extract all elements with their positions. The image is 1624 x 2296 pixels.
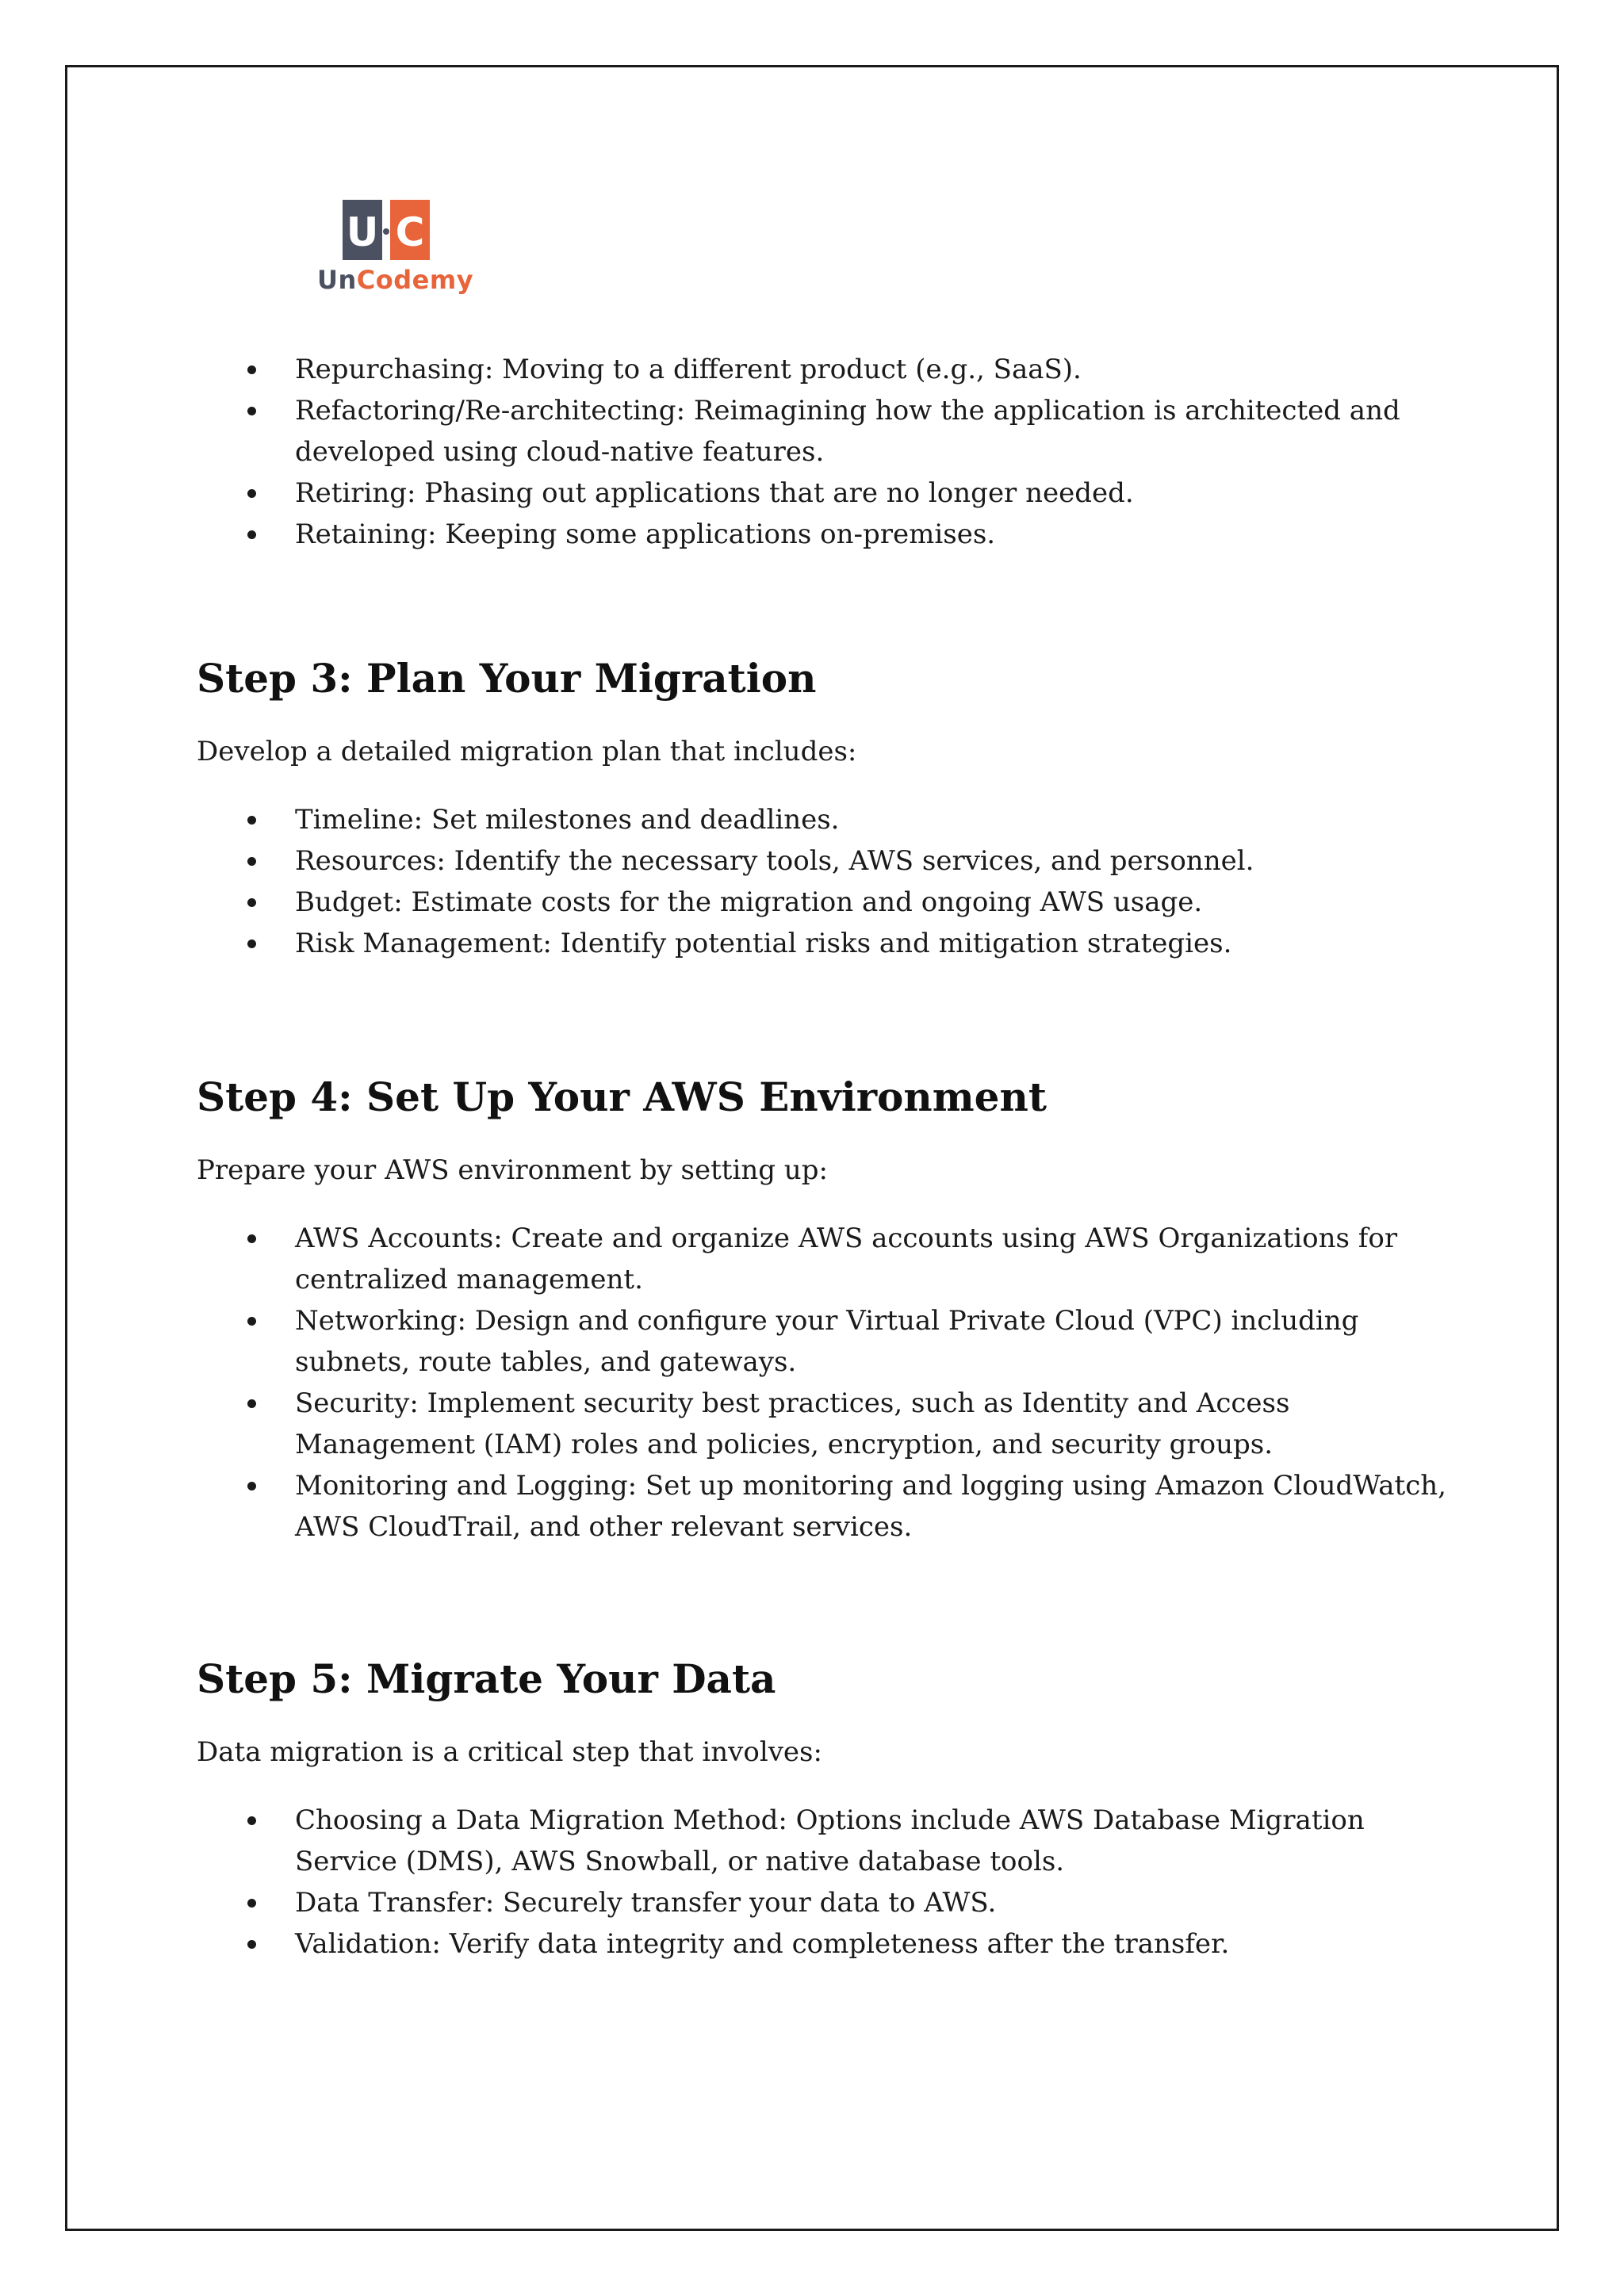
list-item: Timeline: Set milestones and deadlines.: [197, 799, 1450, 840]
list-item: Retiring: Phasing out applications that are no longer needed.: [197, 473, 1450, 514]
list-item: Repurchasing: Moving to a different product (e.g., SaaS).: [197, 349, 1450, 390]
section-list: [197, 1800, 1450, 1965]
section-intro: Develop a detailed migration plan that includes:: [197, 736, 857, 767]
list-item: Security: Implement security best practices, such as Identity and Access Management (IAM) roles and policies, encryption, and security groups.: [197, 1383, 1450, 1465]
list-item: Retaining: Keeping some applications on-premises.: [197, 514, 1450, 555]
list-item: Choosing a Data Migration Method: Options include AWS Database Migration Service (DMS), AWS Snowball, or native database tools.: [197, 1800, 1450, 1882]
logo-text-dark: Un: [317, 265, 357, 295]
list-item: Networking: Design and configure your Virtual Private Cloud (VPC) including subnets, route tables, and gateways.: [197, 1300, 1450, 1383]
section-heading: Step 4: Set Up Your AWS Environment: [197, 1073, 1047, 1120]
list-item: Budget: Estimate costs for the migration and ongoing AWS usage.: [197, 882, 1450, 923]
list-item: Refactoring/Re-architecting: Reimagining how the application is architected and developed using cloud-native features.: [197, 390, 1450, 473]
logo-mark-icon: [343, 200, 430, 260]
list-item: Monitoring and Logging: Set up monitoring and logging using Amazon CloudWatch, AWS CloudTrail, and other relevant services.: [197, 1465, 1450, 1548]
logo-mark-left: U: [346, 209, 379, 255]
section-heading: Step 5: Migrate Your Data: [197, 1655, 776, 1702]
list-item: Validation: Verify data integrity and completeness after the transfer.: [197, 1923, 1450, 1965]
section-intro: Prepare your AWS environment by setting up:: [197, 1154, 828, 1186]
step-4-section: [197, 1072, 1450, 1548]
list-item: Risk Management: Identify potential risks and mitigation strategies.: [197, 923, 1450, 964]
list-item: AWS Accounts: Create and organize AWS accounts using AWS Organizations for centralized management.: [197, 1218, 1450, 1300]
logo-text-accent: Codemy: [356, 265, 474, 295]
list-item: Data Transfer: Securely transfer your data to AWS.: [197, 1882, 1450, 1923]
section-heading: Step 3: Plan Your Migration: [197, 655, 817, 702]
logo-wordmark: [317, 265, 474, 295]
section-list: [197, 1218, 1450, 1548]
intro-list: [197, 349, 1450, 555]
logo-mark-right: C: [395, 209, 425, 255]
step-5-section: [197, 1654, 1450, 1965]
uncodemy-logo: [317, 200, 474, 311]
section-intro: Data migration is a critical step that involves:: [197, 1736, 822, 1768]
section-list: [197, 799, 1450, 964]
step-3-section: [197, 653, 1450, 964]
list-item: Resources: Identify the necessary tools, AWS services, and personnel.: [197, 840, 1450, 882]
intro-section: [197, 349, 1450, 555]
